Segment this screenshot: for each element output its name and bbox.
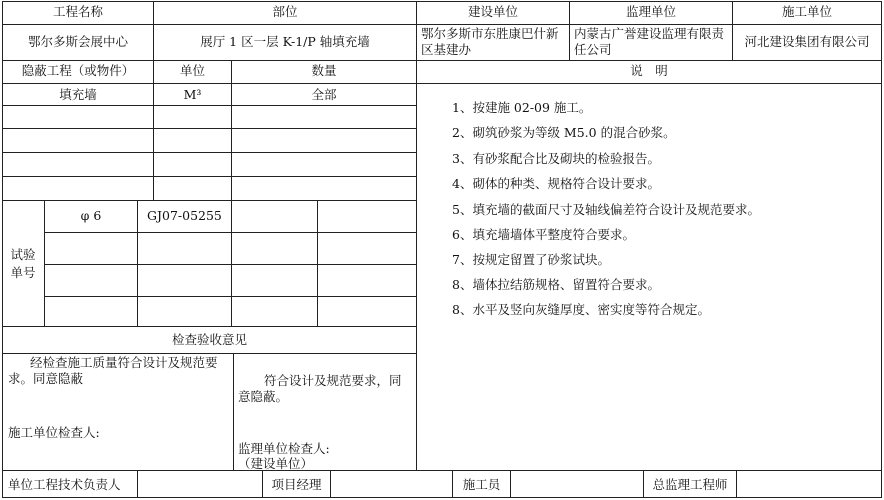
builder-unit-value: 河北建设集团有限公司 [744,34,870,49]
supervision-unit-value: 内蒙古广誉建设监理有限责任公司 [574,26,725,57]
header-supervision-unit: 监理单位 [625,4,676,19]
header-project-name: 工程名称 [52,4,103,19]
builder-opinion: 经检查施工质量符合设计及规范要求。同意隐蔽 [8,355,218,386]
note-item: 8、墙体拉结筋规格、留置符合要求。 [452,277,660,292]
construction-unit-value: 鄂尔多斯市东胜康巴什新区基建办 [421,26,559,57]
test-number: GJ07-05255 [147,208,222,223]
grid-line [2,83,882,84]
grid-line [231,60,232,200]
header-builder-unit: 施工单位 [781,4,832,19]
test-spec: φ 6 [80,208,102,223]
item-unit: M³ [183,87,202,102]
grid-line [2,1,882,2]
note-item: 8、水平及竖向灰缝厚度、密实度等符合规定。 [452,302,710,317]
grid-line [2,105,416,106]
note-item: 6、填充墙墙体平整度符合要求。 [452,227,635,242]
column-unit: 单位 [179,63,205,78]
column-description: 说 明 [630,63,668,78]
grid-line [44,264,416,265]
test-number-label: 试验单号 [10,247,36,280]
note-item: 4、砌体的种类、规格符合设计要求。 [452,176,660,191]
grid-line [317,200,318,326]
note-item: 3、有砂浆配合比及砌块的检验报告。 [452,151,660,166]
header-position: 部位 [272,4,298,19]
column-hidden-work: 隐蔽工程（或物件） [21,63,135,78]
item-name: 填充墙 [59,87,97,102]
inspection-title: 检查验收意见 [171,332,247,347]
grid-line [44,296,416,297]
note-item: 7、按规定留置了砂浆试块。 [452,252,610,267]
grid-line [2,200,416,201]
grid-line [510,470,511,497]
footer-chief-supervisor: 总监理工程师 [652,477,728,492]
grid-line [2,470,882,471]
grid-line [2,497,882,498]
grid-line [2,60,882,61]
grid-line [2,353,416,354]
grid-line [2,24,882,25]
grid-line [44,232,416,233]
footer-constructor: 施工员 [462,477,501,492]
footer-project-manager: 项目经理 [271,477,322,492]
note-item: 1、按建施 02-09 施工。 [452,100,592,115]
grid-line [233,353,234,470]
footer-tech-lead: 单位工程技术负责人 [8,477,121,492]
grid-line [2,152,416,153]
note-item: 2、砌筑砂浆为等级 M5.0 的混合砂浆。 [452,125,676,140]
header-construction-unit: 建设单位 [467,4,518,19]
item-quantity: 全部 [311,87,337,102]
grid-line [330,470,331,497]
builder-inspector: 施工单位检查人: [8,425,100,440]
grid-line [2,128,416,129]
grid-line [153,60,154,200]
position-value: 展厅 1 区一层 K-1/P 轴填充墙 [200,34,370,49]
grid-line [137,470,138,497]
grid-line [736,470,737,497]
column-quantity: 数量 [311,63,337,78]
grid-line [881,1,882,498]
grid-line [137,200,138,326]
grid-line [2,326,416,327]
project-name-value: 鄂尔多斯会展中心 [27,34,128,49]
grid-line [2,176,416,177]
note-item: 5、填充墙的截面尺寸及轴线偏差符合设计及规范要求。 [452,202,760,217]
construction-unit-note: （建设单位） [238,456,314,471]
grid-line [231,200,232,326]
supervision-inspector: 监理单位检查人: [238,441,330,456]
supervision-opinion: 符合设计及规范要求，同意隐蔽。 [238,373,402,404]
